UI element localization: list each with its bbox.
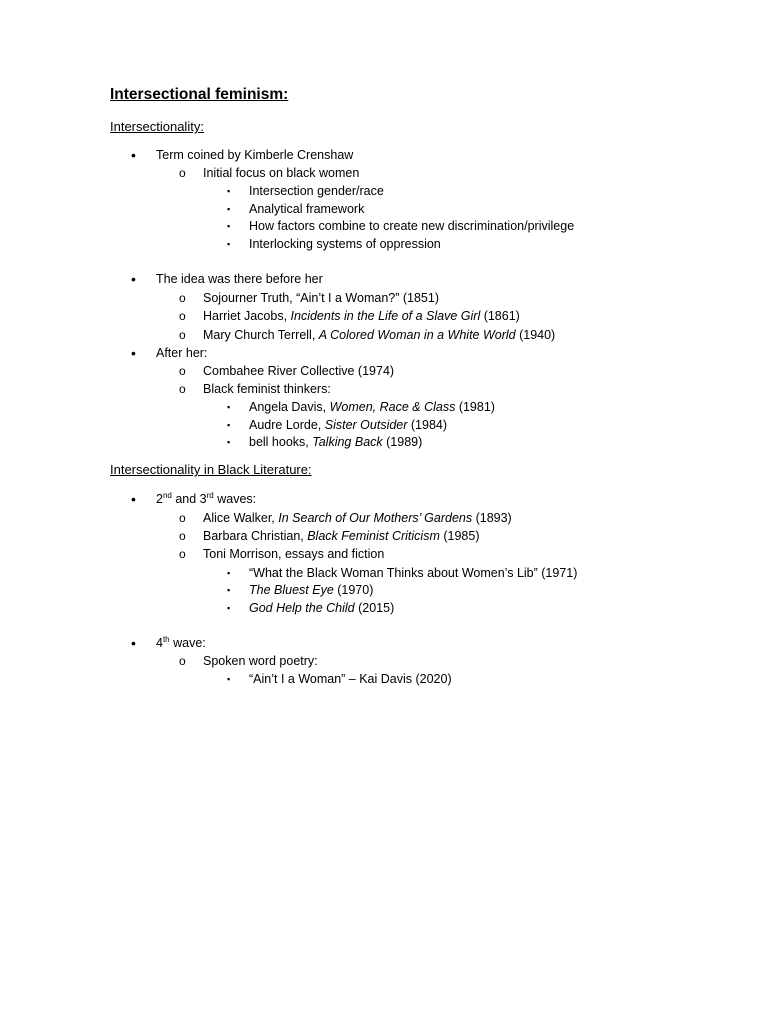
list-item [0,217,768,235]
list-item-text: “Ain’t I a Woman” – Kai Davis (2020) [249,672,452,686]
list-item-text: Audre Lorde, Sister Outsider (1984) [249,418,448,432]
bullet-marker: ▪ [227,437,231,447]
list-item [0,380,768,398]
bullet-marker: o [179,654,186,668]
bullet-marker: o [179,382,186,396]
book-title: The Bluest Eye [249,583,334,597]
list-item [0,164,768,182]
bullet-marker: ▪ [227,568,231,578]
list-item-text: Initial focus on black women [203,166,360,180]
list-item-text: The Bluest Eye (1970) [249,583,374,597]
list-item-text: Sojourner Truth, “Ain’t I a Woman?” (1851) [203,291,439,305]
list-item [0,564,768,582]
list-item [0,307,768,325]
list-item-text: After her: [156,346,208,360]
list-item [0,235,768,253]
list-item-text: Toni Morrison, essays and fiction [203,547,385,561]
list-item [0,146,768,164]
list-item-text: 2nd and 3rd waves: [156,491,257,506]
list-item [0,289,768,307]
list-item [0,581,768,599]
book-title: In Search of Our Mothers’ Gardens [278,511,473,525]
bullet-marker: ▪ [227,585,231,595]
section-heading-intersectionality: Intersectionality: [110,119,204,134]
list-item [0,200,768,218]
list-item-text: The idea was there before her [156,272,323,286]
list-item-text: Spoken word poetry: [203,654,318,668]
list-item-text: bell hooks, Talking Back (1989) [249,435,423,449]
list-item-text: Interlocking systems of oppression [249,237,441,251]
list-item [0,527,768,545]
book-title: God Help the Child [249,601,355,615]
list-item-text: 4th wave: [156,635,206,650]
bullet-marker: ▪ [227,204,231,214]
bullet-marker: o [179,291,186,305]
list-item [0,652,768,670]
list-item [0,490,768,508]
bullet-marker: • [131,491,136,507]
list-item [0,509,768,527]
bullet-marker: • [131,345,136,361]
book-title: Black Feminist Criticism [307,529,440,543]
list-item [0,344,768,362]
bullet-marker: ▪ [227,420,231,430]
bullet-marker: ▪ [227,186,231,196]
list-item-text: Intersection gender/race [249,184,384,198]
book-title: Sister Outsider [324,418,408,432]
list-item-text: Combahee River Collective (1974) [203,364,395,378]
book-title: Talking Back [312,435,383,449]
bullet-marker: o [179,511,186,525]
bullet-marker: o [179,529,186,543]
bullet-marker: o [179,166,186,180]
list-item [0,398,768,416]
section-heading-black-literature: Intersectionality in Black Literature: [110,462,312,477]
list-item-text: Black feminist thinkers: [203,382,331,396]
bullet-marker: ▪ [227,674,231,684]
bullet-marker: o [179,547,186,561]
list-item-text: Harriet Jacobs, Incidents in the Life of a Slave Girl (1861) [203,309,520,323]
list-item [0,545,768,563]
list-item [0,634,768,652]
list-item [0,182,768,200]
list-item [0,326,768,344]
bullet-marker: • [131,271,136,287]
list-item-text: Analytical framework [249,202,365,216]
list-item-text: Alice Walker, In Search of Our Mothers’ Gardens (1893) [203,511,512,525]
list-item [0,433,768,451]
book-title: Women, Race & Class [329,400,456,414]
bullet-marker: o [179,328,186,342]
bullet-marker: ▪ [227,221,231,231]
bullet-marker: ▪ [227,239,231,249]
bullet-marker: • [131,147,136,163]
list-item [0,362,768,380]
list-item-text: How factors combine to create new discrimination/privilege [249,219,575,233]
list-item-text: Barbara Christian, Black Feminist Criticism (1985) [203,529,480,543]
bullet-marker: • [131,635,136,651]
bullet-marker: ▪ [227,603,231,613]
list-item-text: God Help the Child (2015) [249,601,395,615]
bullet-marker: o [179,364,186,378]
book-title: Incidents in the Life of a Slave Girl [290,309,481,323]
list-item [0,270,768,288]
list-item-text: Mary Church Terrell, A Colored Woman in a White World (1940) [203,328,556,342]
bullet-marker: o [179,309,186,323]
book-title: A Colored Woman in a White World [318,328,516,342]
list-item-text: Term coined by Kimberle Crenshaw [156,148,354,162]
list-item [0,670,768,688]
list-item-text: “What the Black Woman Thinks about Women’s Lib” (1971) [249,566,578,580]
page-title: Intersectional feminism: [110,86,289,103]
list-item [0,416,768,434]
list-item-text: Angela Davis, Women, Race & Class (1981) [249,400,495,414]
list-item [0,599,768,617]
bullet-marker: ▪ [227,402,231,412]
